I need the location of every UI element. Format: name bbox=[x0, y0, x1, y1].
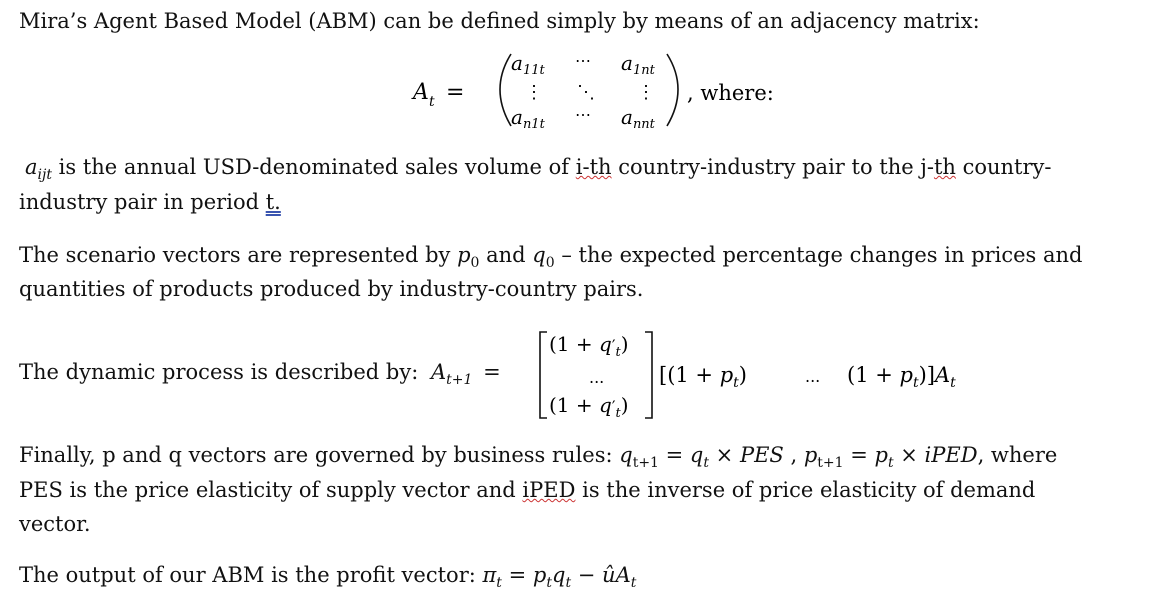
dynamic-lhs: A bbox=[431, 360, 447, 384]
p-next-sub: t+1 bbox=[817, 455, 844, 472]
pi-symbol: π bbox=[482, 563, 497, 587]
output-line bbox=[19, 558, 636, 592]
p0-subscript: 0 bbox=[470, 255, 480, 272]
column-right-bracket bbox=[645, 332, 652, 418]
rules-text-b: , where bbox=[977, 443, 1058, 467]
matrix-equals: = bbox=[446, 80, 465, 105]
output-A-sub: t bbox=[630, 575, 637, 592]
matrix-cell-vdots-left: ⋮ bbox=[525, 82, 543, 103]
definition-text-c: country- bbox=[955, 155, 1052, 179]
matrix-equation bbox=[399, 44, 819, 134]
p-next: p bbox=[803, 443, 818, 467]
column-left-bracket bbox=[540, 332, 547, 418]
intro-text: Mira’s Agent Based Model (ABM) can be defined simply by means of an adjacency matrix: bbox=[19, 9, 980, 33]
q-t-sub: t bbox=[703, 455, 709, 472]
dynamic-lhs-sub: t+1 bbox=[446, 372, 473, 389]
output-q-sub: t bbox=[565, 575, 572, 592]
definition-line2-text: industry pair in period bbox=[19, 190, 266, 214]
rules-line-1 bbox=[19, 438, 1057, 472]
spellcheck-iped: iPED bbox=[522, 478, 576, 502]
rules-line-2 bbox=[19, 473, 1035, 507]
spellcheck-ith: i-th bbox=[575, 155, 612, 179]
p0-symbol: p bbox=[457, 243, 471, 267]
intro-paragraph bbox=[19, 4, 980, 38]
scenario-line-1 bbox=[19, 238, 1083, 272]
rules-text-a: Finally, p and q vectors are governed by business rules: bbox=[19, 443, 620, 467]
rules-line2-a: PES is the price elasticity of supply vector and bbox=[19, 478, 523, 502]
definition-line-2 bbox=[19, 185, 281, 219]
matrix-cell-ddots: ⋱ bbox=[577, 82, 595, 103]
rules-times-iped: × iPED bbox=[893, 443, 978, 467]
q-next: q bbox=[619, 443, 633, 467]
matrix-cell-annt: $a_{nnt}$ bbox=[621, 105, 655, 132]
column-bottom: $(1 + q'_t)$ bbox=[549, 393, 629, 421]
matrix-lhs: A bbox=[413, 80, 429, 105]
output-eq: = bbox=[501, 563, 533, 587]
matrix-right-paren bbox=[667, 54, 678, 126]
rules-eq1: = bbox=[658, 443, 690, 467]
dynamic-label-line bbox=[19, 355, 501, 389]
rules-line3-text: vector. bbox=[19, 512, 91, 536]
q0-subscript: 0 bbox=[545, 255, 555, 272]
matrix-cell-a11t: $a_{11t}$ bbox=[511, 51, 545, 78]
p-t-sub: t bbox=[887, 455, 894, 472]
matrix-lhs-sub: t bbox=[429, 94, 435, 110]
matrix-cell-an1t: $a_{n1t}$ bbox=[511, 105, 545, 132]
scenario-line2-text: quantities of products produced by industry-country pairs. bbox=[19, 277, 644, 301]
matrix-cell-vdots-right: ⋮ bbox=[637, 82, 655, 103]
rules-comma: , bbox=[783, 443, 804, 467]
q-t: q bbox=[689, 443, 704, 467]
matrix-cell-dots-bottom: ⋯ bbox=[575, 105, 591, 124]
rules-times-pes: × PES bbox=[709, 443, 784, 467]
row-vector-last: $(1 + p_t)]A_t$ bbox=[847, 363, 956, 391]
p-t: p bbox=[874, 443, 888, 467]
rules-eq2: = bbox=[843, 443, 875, 467]
rules-line-3 bbox=[19, 507, 91, 541]
output-uhat: û bbox=[602, 563, 616, 587]
dynamic-label: The dynamic process is described by: bbox=[19, 360, 419, 384]
q-next-sub: t+1 bbox=[632, 455, 659, 472]
matrix-left-paren bbox=[500, 54, 511, 126]
output-text: The output of our ABM is the profit vector: bbox=[19, 563, 483, 587]
period-t-underlined: t. bbox=[265, 190, 281, 214]
dynamic-matrix bbox=[535, 324, 995, 424]
rules-line2-b: is the inverse of price elasticity of demand bbox=[575, 478, 1036, 502]
row-vector-dots: ... bbox=[805, 367, 821, 386]
scenario-and: and bbox=[479, 243, 533, 267]
row-vector-first: [$(1 + p_t)$ bbox=[659, 363, 747, 391]
definition-text-a: is the annual USD-denominated sales volume of bbox=[51, 155, 576, 179]
column-middle-dots: ... bbox=[589, 368, 605, 387]
dynamic-equals: = bbox=[483, 360, 501, 384]
column-top: $(1 + q'_t)$ bbox=[549, 332, 629, 360]
output-q: q bbox=[551, 563, 566, 587]
scenario-line-2 bbox=[19, 272, 643, 306]
scenario-text-b: – the expected percentage changes in prices and bbox=[554, 243, 1083, 267]
definition-text-b: country-industry pair to the j- bbox=[611, 155, 934, 179]
output-p-sub: t bbox=[546, 575, 552, 592]
aijt-symbol: a bbox=[25, 155, 38, 179]
matrix-cell-a1nt: $a_{1nt}$ bbox=[621, 51, 655, 78]
aijt-subscript: ijt bbox=[37, 167, 52, 184]
matrix-suffix: , where: bbox=[687, 81, 774, 105]
output-minus: − bbox=[571, 563, 603, 587]
definition-line-1 bbox=[19, 150, 1052, 184]
matrix-cell-dots-top: ⋯ bbox=[575, 51, 591, 70]
q0-symbol: q bbox=[532, 243, 546, 267]
pi-sub: t bbox=[496, 575, 502, 592]
output-p: p bbox=[532, 563, 547, 587]
output-A: A bbox=[615, 563, 631, 587]
scenario-text-a: The scenario vectors are represented by bbox=[19, 243, 458, 267]
spellcheck-th: th bbox=[933, 155, 956, 179]
